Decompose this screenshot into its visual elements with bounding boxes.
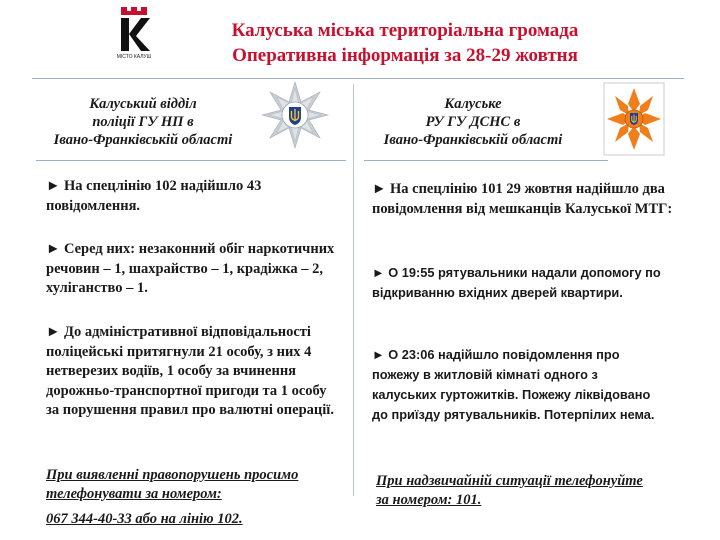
page-title: [190, 18, 620, 68]
rescue-heading-line-2: РУ ГУ ДСНС в: [425, 114, 521, 130]
police-divider: [36, 160, 346, 161]
rescue-footer-line-1: При надзвичайній ситуації телефонуйте: [376, 473, 643, 489]
rescue-footer-line-2: за номером: 101.: [376, 492, 482, 508]
police-heading-line-2: поліції ГУ НП в: [92, 114, 194, 130]
rescue-heading: [368, 95, 578, 149]
police-heading-line-3: Івано-Франківській області: [53, 132, 233, 148]
rescue-footer: [376, 472, 696, 510]
police-star-icon: [260, 80, 330, 155]
police-footer-line-2: телефонувати за номером:: [46, 486, 222, 502]
rescue-paragraph-3: ► О 23:06 надійшло повідомлення про пожежу в житловій кімнаті одного з калуських гуртожитків. Пожежу ліквідовано до приїзду рятувальників. Потерпілих нема.: [372, 347, 655, 422]
logo-caption: МІСТО КАЛУШ: [116, 54, 152, 60]
title-line-2: Оперативна інформація за 28-29 жовтня: [232, 45, 578, 66]
police-paragraph-1: ► На спецлінію 102 надійшло 43 повідомлення.: [46, 178, 262, 214]
police-phone: 067 344-40-33 або на лінію 102.: [46, 511, 243, 527]
rescue-paragraph-2: ► О 19:55 рятувальники надали допомогу по відкриванню вхідних дверей квартири.: [372, 265, 661, 300]
police-paragraph-2: ► Серед них: незаконний обіг наркотичних речовин – 1, шахрайство – 1, крадіжка – 2, хуліганство – 1.: [46, 241, 335, 296]
rescue-divider: [364, 160, 608, 161]
police-heading: [38, 95, 248, 149]
rescue-paragraph-1: ► На спецлінію 101 29 жовтня надійшло два повідомлення від мешканців Калуської МТГ:: [372, 181, 673, 217]
rescue-heading-line-3: Івано-Франківській області: [383, 132, 563, 148]
column-divider: [353, 84, 354, 496]
police-footer: [46, 466, 346, 504]
header-divider: [32, 78, 684, 79]
dsns-emblem-icon: [603, 82, 665, 161]
rescue-heading-line-1: Калуське: [444, 96, 502, 112]
police-footer-line-1: При виявленні правопорушень просимо: [46, 467, 299, 483]
title-line-1: Калуська міська територіальна громада: [231, 20, 579, 41]
police-paragraph-3: ► До адміністративної відповідальності поліцейські притягнули 21 особу, з них 4 нетверезих водіїв, 1 особу за вчинення дорожньо-транспортної пригоди та 1 особу за порушення правил про валютні операції.: [46, 324, 334, 418]
police-heading-line-1: Калуський відділ: [89, 96, 197, 112]
